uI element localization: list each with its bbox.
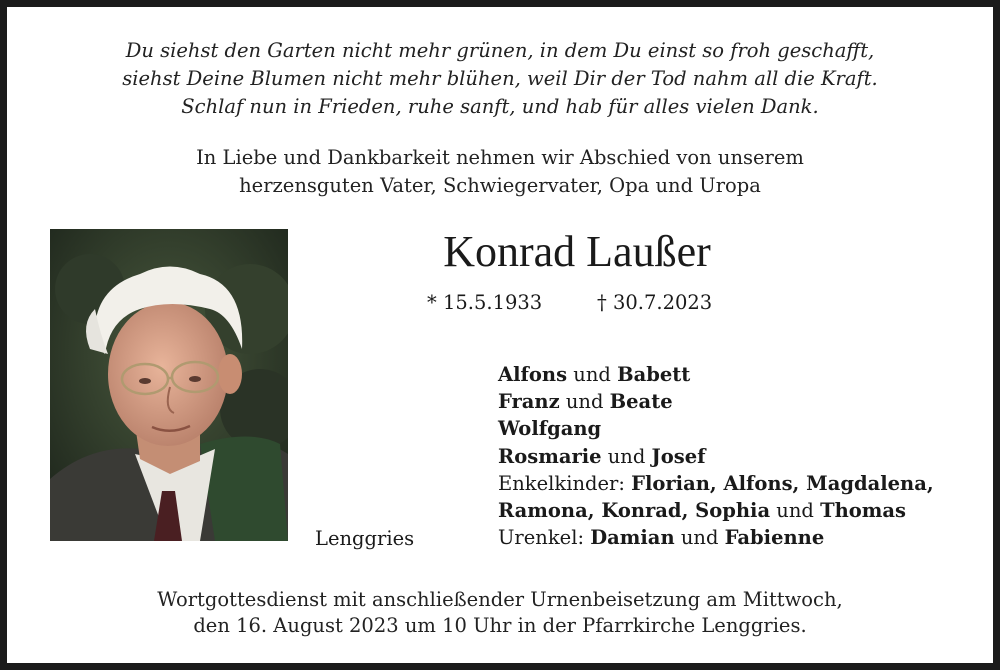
family-member: Damian <box>590 526 675 550</box>
family-member: Josef <box>651 444 706 468</box>
connector-text: und <box>674 526 725 550</box>
family-member: Beate <box>609 390 673 414</box>
family-row <box>498 524 934 551</box>
poem <box>7 37 993 121</box>
family-row <box>498 443 934 470</box>
family-row <box>498 388 934 415</box>
family-member: Ramona, Konrad, Sophia <box>498 499 771 523</box>
poem-line: Schlaf nun in Frieden, ruhe sanft, und hab für alles vielen Dank. <box>181 95 819 118</box>
connector-text: und <box>601 444 652 468</box>
intro-line: herzensguten Vater, Schwiegervater, Opa und Uropa <box>239 174 761 197</box>
family-member: Florian, Alfons, Magdalena, <box>631 471 934 495</box>
grandchildren-label: Enkelkinder: <box>498 471 632 495</box>
service-line: den 16. August 2023 um 10 Uhr in der Pfarrkirche Lenggries. <box>193 614 807 637</box>
intro-line: In Liebe und Dankbarkeit nehmen wir Abschied von unserem <box>196 146 804 169</box>
family-member: Babett <box>617 363 691 386</box>
portrait-photo <box>50 229 288 541</box>
poem-line: siehst Deine Blumen nicht mehr blühen, weil Dir der Tod nahm all die Kraft. <box>122 67 878 90</box>
service-notice <box>7 587 993 639</box>
family-member: Fabienne <box>724 526 825 550</box>
death-date: † 30.7.2023 <box>597 291 713 314</box>
intro-text <box>7 144 993 200</box>
family-row <box>498 470 934 497</box>
family-row <box>498 361 934 388</box>
great-grandchildren-label: Urenkel: <box>498 526 591 550</box>
connector-text: und <box>567 363 618 386</box>
birth-date: * 15.5.1933 <box>427 291 543 314</box>
family-member: Alfons <box>498 363 568 386</box>
family-list <box>498 361 934 551</box>
deceased-name: Konrad Laußer <box>443 227 711 276</box>
place-name: Lenggries <box>315 527 415 550</box>
family-member: Thomas <box>820 499 907 523</box>
family-member: Franz <box>498 390 560 414</box>
family-row <box>498 415 934 442</box>
connector-text: und <box>770 499 821 523</box>
family-row <box>498 497 934 524</box>
connector-text: und <box>559 390 610 414</box>
service-line: Wortgottesdienst mit anschließender Urnenbeisetzung am Mittwoch, <box>157 588 843 611</box>
family-member: Rosmarie <box>498 444 602 468</box>
poem-line: Du siehst den Garten nicht mehr grünen, in dem Du einst so froh geschafft, <box>125 39 875 62</box>
family-member: Wolfgang <box>498 417 602 441</box>
